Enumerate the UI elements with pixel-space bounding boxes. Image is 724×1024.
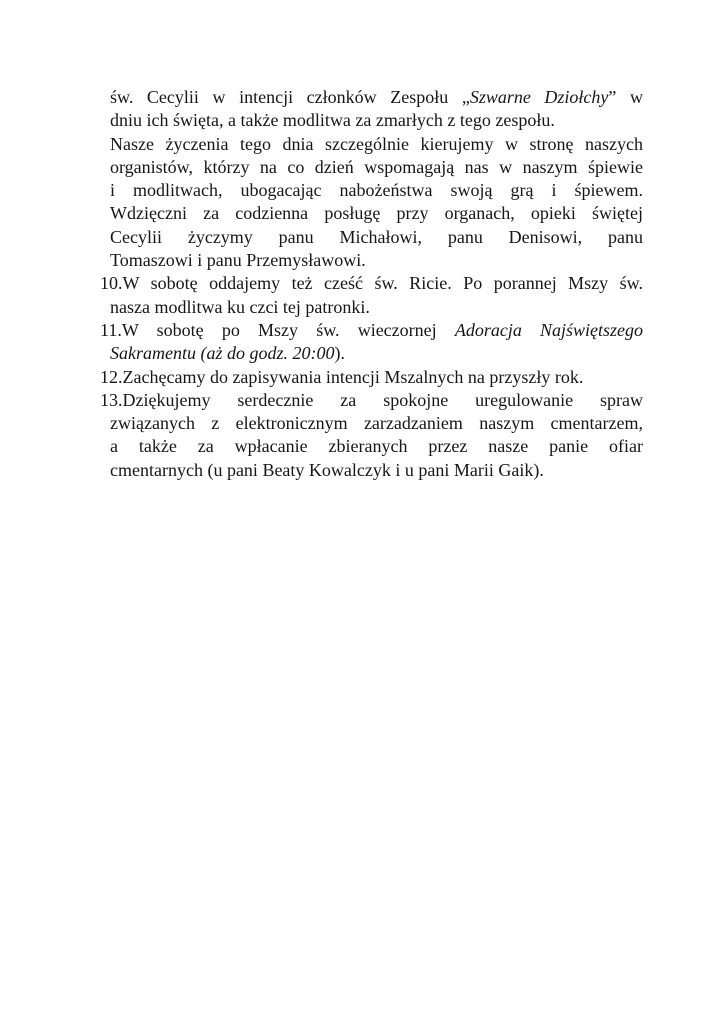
text-line xyxy=(110,202,643,225)
list-item xyxy=(100,319,643,366)
text-segment: a także za wpłacanie zbieranych przez nasze panie ofiar xyxy=(110,436,643,457)
paragraph xyxy=(100,86,643,133)
paragraph xyxy=(100,133,643,273)
text-segment: Zachęcamy do zapisywania intencji Mszalnych na przyszły rok. xyxy=(122,366,584,387)
text-line xyxy=(110,133,643,156)
italic-text: Sakramentu (aż do godz. 20:00 xyxy=(110,343,335,364)
text-segment: Tomaszowi i panu Przemysławowi. xyxy=(110,250,366,271)
text-line xyxy=(110,179,643,202)
text-segment: Cecylii życzymy panu Michałowi, panu Denisowi, panu xyxy=(110,226,643,247)
text-segment: Nasze życzenia tego dnia szczególnie kierujemy w stronę naszych xyxy=(110,133,643,154)
text-line xyxy=(100,319,643,342)
list-number: 12. xyxy=(100,366,123,387)
text-segment: św. Cecylii w intencji członków Zespołu „ xyxy=(110,87,470,107)
text-line xyxy=(110,156,643,179)
list-number: 11. xyxy=(100,319,122,340)
text-line xyxy=(110,296,643,319)
text-segment: Dziękujemy serdecznie za spokojne uregulowanie spraw xyxy=(122,389,643,410)
list-item xyxy=(100,366,643,389)
text-line xyxy=(110,249,643,272)
text-segment: cmentarnych (u pani Beaty Kowalczyk i u pani Marii Gaik). xyxy=(110,459,544,480)
list-number: 13. xyxy=(100,389,123,410)
text-segment: Wdzięczni za codzienna posługę przy organach, opieki świętej xyxy=(110,203,643,224)
text-line xyxy=(100,389,643,412)
text-segment: związanych z elektronicznym zarzadzaniem naszym cmentarzem, xyxy=(110,413,643,434)
list-item xyxy=(100,389,643,482)
text-block xyxy=(100,86,643,482)
text-segment: W sobotę oddajemy też cześć św. Ricie. Po porannej Mszy św. xyxy=(122,273,643,294)
text-segment: ). xyxy=(334,343,345,364)
text-line xyxy=(110,435,643,458)
text-line xyxy=(110,109,643,132)
text-line xyxy=(110,459,643,482)
text-line xyxy=(110,86,643,109)
italic-text: Adoracja Najświętszego xyxy=(454,319,643,340)
text-line xyxy=(110,412,643,435)
text-line xyxy=(100,366,643,389)
text-line xyxy=(110,342,643,365)
text-line xyxy=(100,272,643,295)
italic-text: Szwarne Dziołchy xyxy=(469,87,609,107)
text-segment: W sobotę po Mszy św. wieczornej xyxy=(121,319,455,340)
text-segment: i modlitwach, ubogacając nabożeństwa swoją grą i śpiewem. xyxy=(110,180,643,201)
text-line xyxy=(110,226,643,249)
text-segment: dniu ich święta, a także modlitwa za zmarłych z tego zespołu. xyxy=(110,110,555,131)
text-segment: organistów, którzy na co dzień wspomagają nas w naszym śpiewie xyxy=(110,156,643,177)
list-number: 10. xyxy=(100,273,123,294)
list-item xyxy=(100,272,643,319)
text-segment: ” w xyxy=(608,87,643,107)
text-segment: nasza modlitwa ku czci tej patronki. xyxy=(110,296,370,317)
